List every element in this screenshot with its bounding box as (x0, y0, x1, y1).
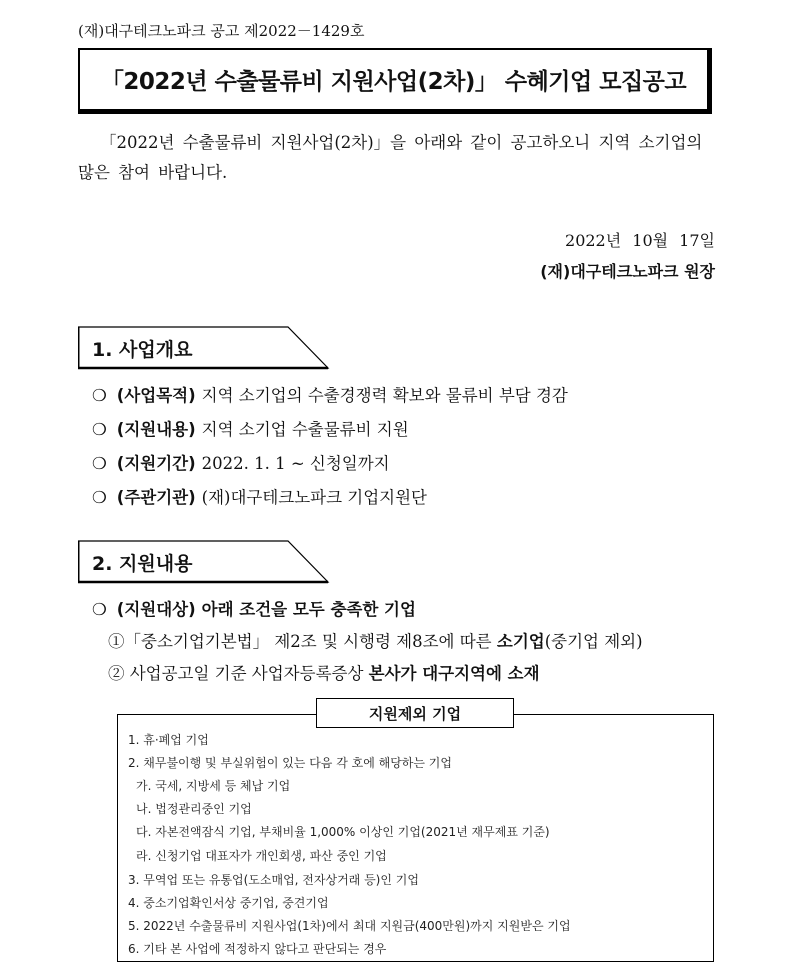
support-target (92, 596, 422, 620)
intro-line-2: 많은 참여 바랍니다. (78, 163, 228, 182)
exclusion-item: 3. 무역업 또는 유통업(도소매업, 전자상거래 등)인 기업 (128, 873, 419, 887)
exclusion-item: 2. 채무불이행 및 부실위험이 있는 다음 각 호에 해당하는 기업 (128, 756, 452, 770)
item-label: (지원기간) (116, 454, 196, 473)
exclusion-item: 5. 2022년 수출물류비 지원사업(1차)에서 최대 지원금(400만원)까지 지원받은 기업 (128, 919, 571, 933)
intro-paragraph (78, 128, 718, 188)
target-text: 아래 조건을 모두 충족한 기업 (201, 600, 416, 619)
item-label: (사업목적) (116, 386, 196, 405)
exclusion-item: 4. 중소기업확인서상 중기업, 중견기업 (128, 896, 329, 910)
target-label: (지원대상) (116, 600, 196, 619)
exclusion-subitem: 나. 법정관리중인 기업 (136, 802, 252, 816)
exclusion-subitem: 다. 자본전액잠식 기업, 부채비율 1,000% 이상인 기업(2021년 재무제표 기준) (136, 825, 550, 839)
circle-bullet-icon: ❍ (92, 386, 107, 405)
overview-item (92, 382, 568, 406)
circle-bullet-icon: ❍ (92, 488, 107, 507)
circle-bullet-icon: ❍ (92, 420, 107, 439)
exclusion-title: 지원제외 기업 (316, 698, 514, 728)
exclusion-subitem: 가. 국세, 지방세 등 체납 기업 (136, 779, 291, 793)
item-label: (지원내용) (116, 420, 196, 439)
condition-emphasis: 소기업 (496, 632, 545, 651)
item-text: 지역 소기업 수출물류비 지원 (201, 420, 409, 439)
condition-emphasis: 본사가 대구지역에 소재 (368, 664, 540, 683)
document-number: (재)대구테크노파크 공고 제2022－1429호 (78, 22, 365, 40)
overview-item (92, 484, 427, 508)
circle-bullet-icon: ❍ (92, 454, 107, 473)
item-text: 지역 소기업의 수출경쟁력 확보와 물류비 부담 경감 (201, 386, 568, 405)
item-text: 2022. 1. 1 ~ 신청일까지 (201, 454, 390, 473)
condition-suffix: (중기업 제외) (544, 632, 643, 651)
item-text: (재)대구테크노파크 기업지원단 (201, 488, 427, 507)
overview-item (92, 450, 390, 474)
exclusion-item: 6. 기타 본 사업에 적정하지 않다고 판단되는 경우 (128, 942, 387, 956)
section-1-title: 1. 사업개요 (92, 339, 193, 361)
exclusion-subitem: 라. 신청기업 대표자가 개인회생, 파산 중인 기업 (136, 849, 387, 863)
condition-item (108, 660, 540, 684)
section-1-heading (78, 326, 330, 370)
exclusion-item: 1. 휴·폐업 기업 (128, 733, 209, 747)
section-2-title: 2. 지원내용 (92, 553, 193, 575)
intro-line-1: 「2022년 수출물류비 지원사업(2차)」을 아래와 같이 공고하오니 지역 소기업의 (100, 133, 703, 152)
condition-text: ①「중소기업기본법」 제2조 및 시행령 제8조에 따른 (108, 632, 497, 651)
section-2-heading (78, 540, 330, 584)
condition-item (108, 628, 643, 652)
title-box (78, 48, 712, 114)
item-label: (주관기관) (116, 488, 196, 507)
overview-item (92, 416, 409, 440)
circle-bullet-icon: ❍ (92, 600, 107, 619)
issuer-name: (재)대구테크노파크 원장 (540, 262, 715, 281)
document-title: 「2022년 수출물류비 지원사업(2차)」 수혜기업 모집공고 (100, 69, 687, 95)
announcement-date: 2022년 10월 17일 (565, 231, 715, 250)
condition-text: ② 사업공고일 기준 사업자등록증상 (108, 664, 369, 683)
